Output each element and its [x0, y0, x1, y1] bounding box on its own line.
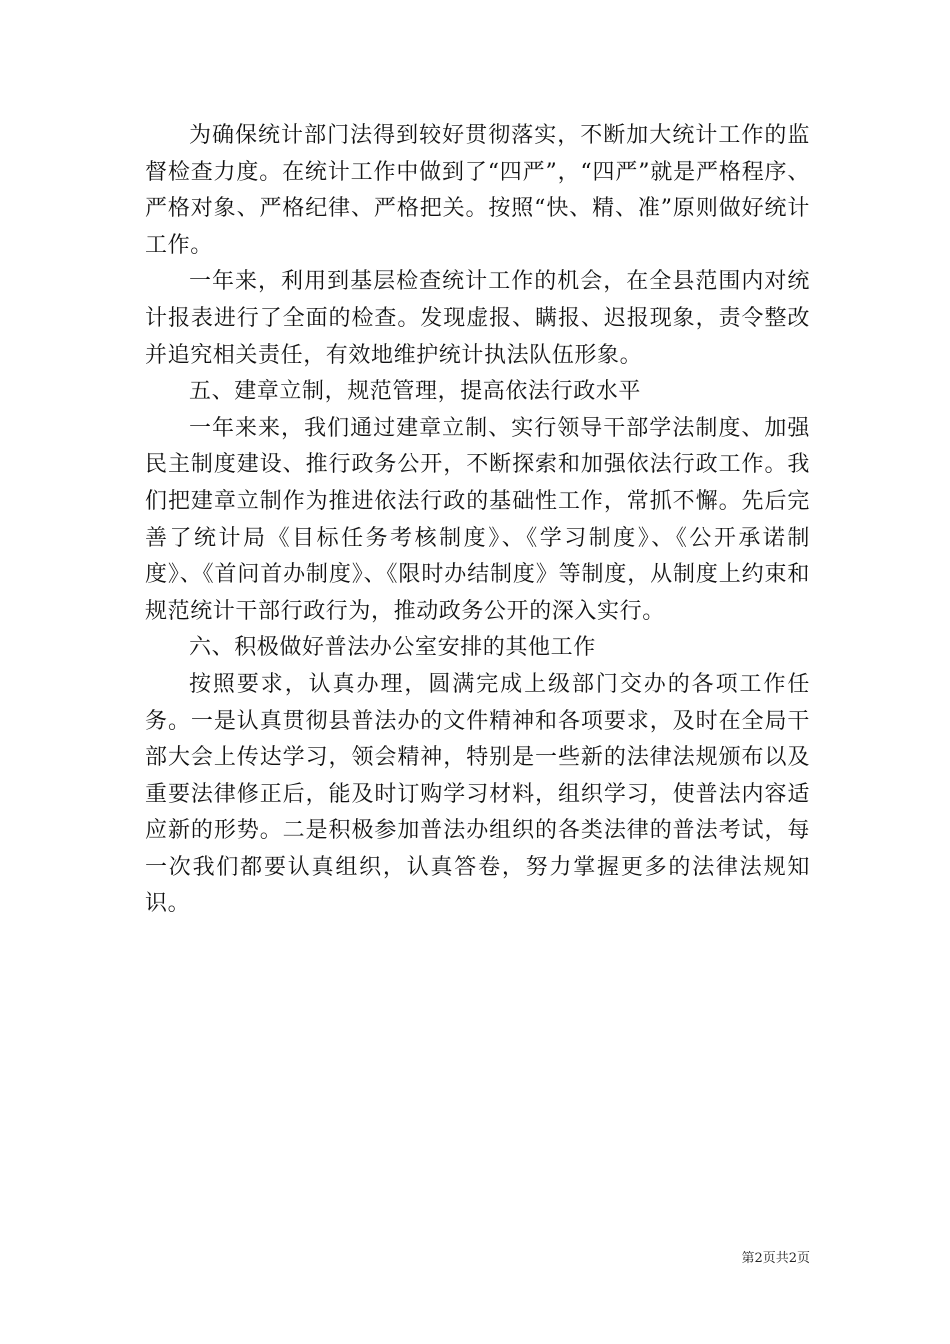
- paragraph-statistics-supervision: 为确保统计部门法得到较好贯彻落实，不断加大统计工作的监督检查力度。在统计工作中做到了“四严”，“四严”就是严格程序、严格对象、严格纪律、严格把关。按照“快、精、准”原则做好统计工作。: [145, 123, 810, 258]
- page-number-footer: 第2页共2页: [741, 1251, 810, 1266]
- document-body: [145, 118, 810, 923]
- section-heading-5: 五、建章立制，规范管理，提高依法行政水平: [189, 379, 642, 405]
- paragraph-legal-education: 按照要求，认真办理，圆满完成上级部门交办的各项工作任务。一是认真贯彻县普法办的文件精神和各项要求，及时在全局干部大会上传达学习，领会精神，特别是一些新的法律法规颁布以及重要法律修正后，能及时订购学习材料，组织学习，使普法内容适应新的形势。二是积极参加普法办组织的各类法律的普法考试，每一次我们都要认真组织，认真答卷，努力掌握更多的法律法规知识。: [145, 671, 810, 917]
- paragraph-rules-system: 一年来来，我们通过建章立制、实行领导干部学法制度、加强民主制度建设、推行政务公开，不断探索和加强依法行政工作。我们把建章立制作为推进依法行政的基础性工作，常抓不懈。先后完善了统计局《目标任务考核制度》、《学习制度》、《公开承诺制度》、《首问首办制度》、《限时办结制度》等制度，从制度上约束和规范统计干部行政行为，推动政务公开的深入实行。: [145, 415, 810, 624]
- paragraph-grassroots-inspection: 一年来，利用到基层检查统计工作的机会，在全县范围内对统计报表进行了全面的检查。发现虚报、瞒报、迟报现象，责令整改并追究相关责任，有效地维护统计执法队伍形象。: [145, 269, 810, 368]
- section-heading-6: 六、积极做好普法办公室安排的其他工作: [189, 635, 596, 661]
